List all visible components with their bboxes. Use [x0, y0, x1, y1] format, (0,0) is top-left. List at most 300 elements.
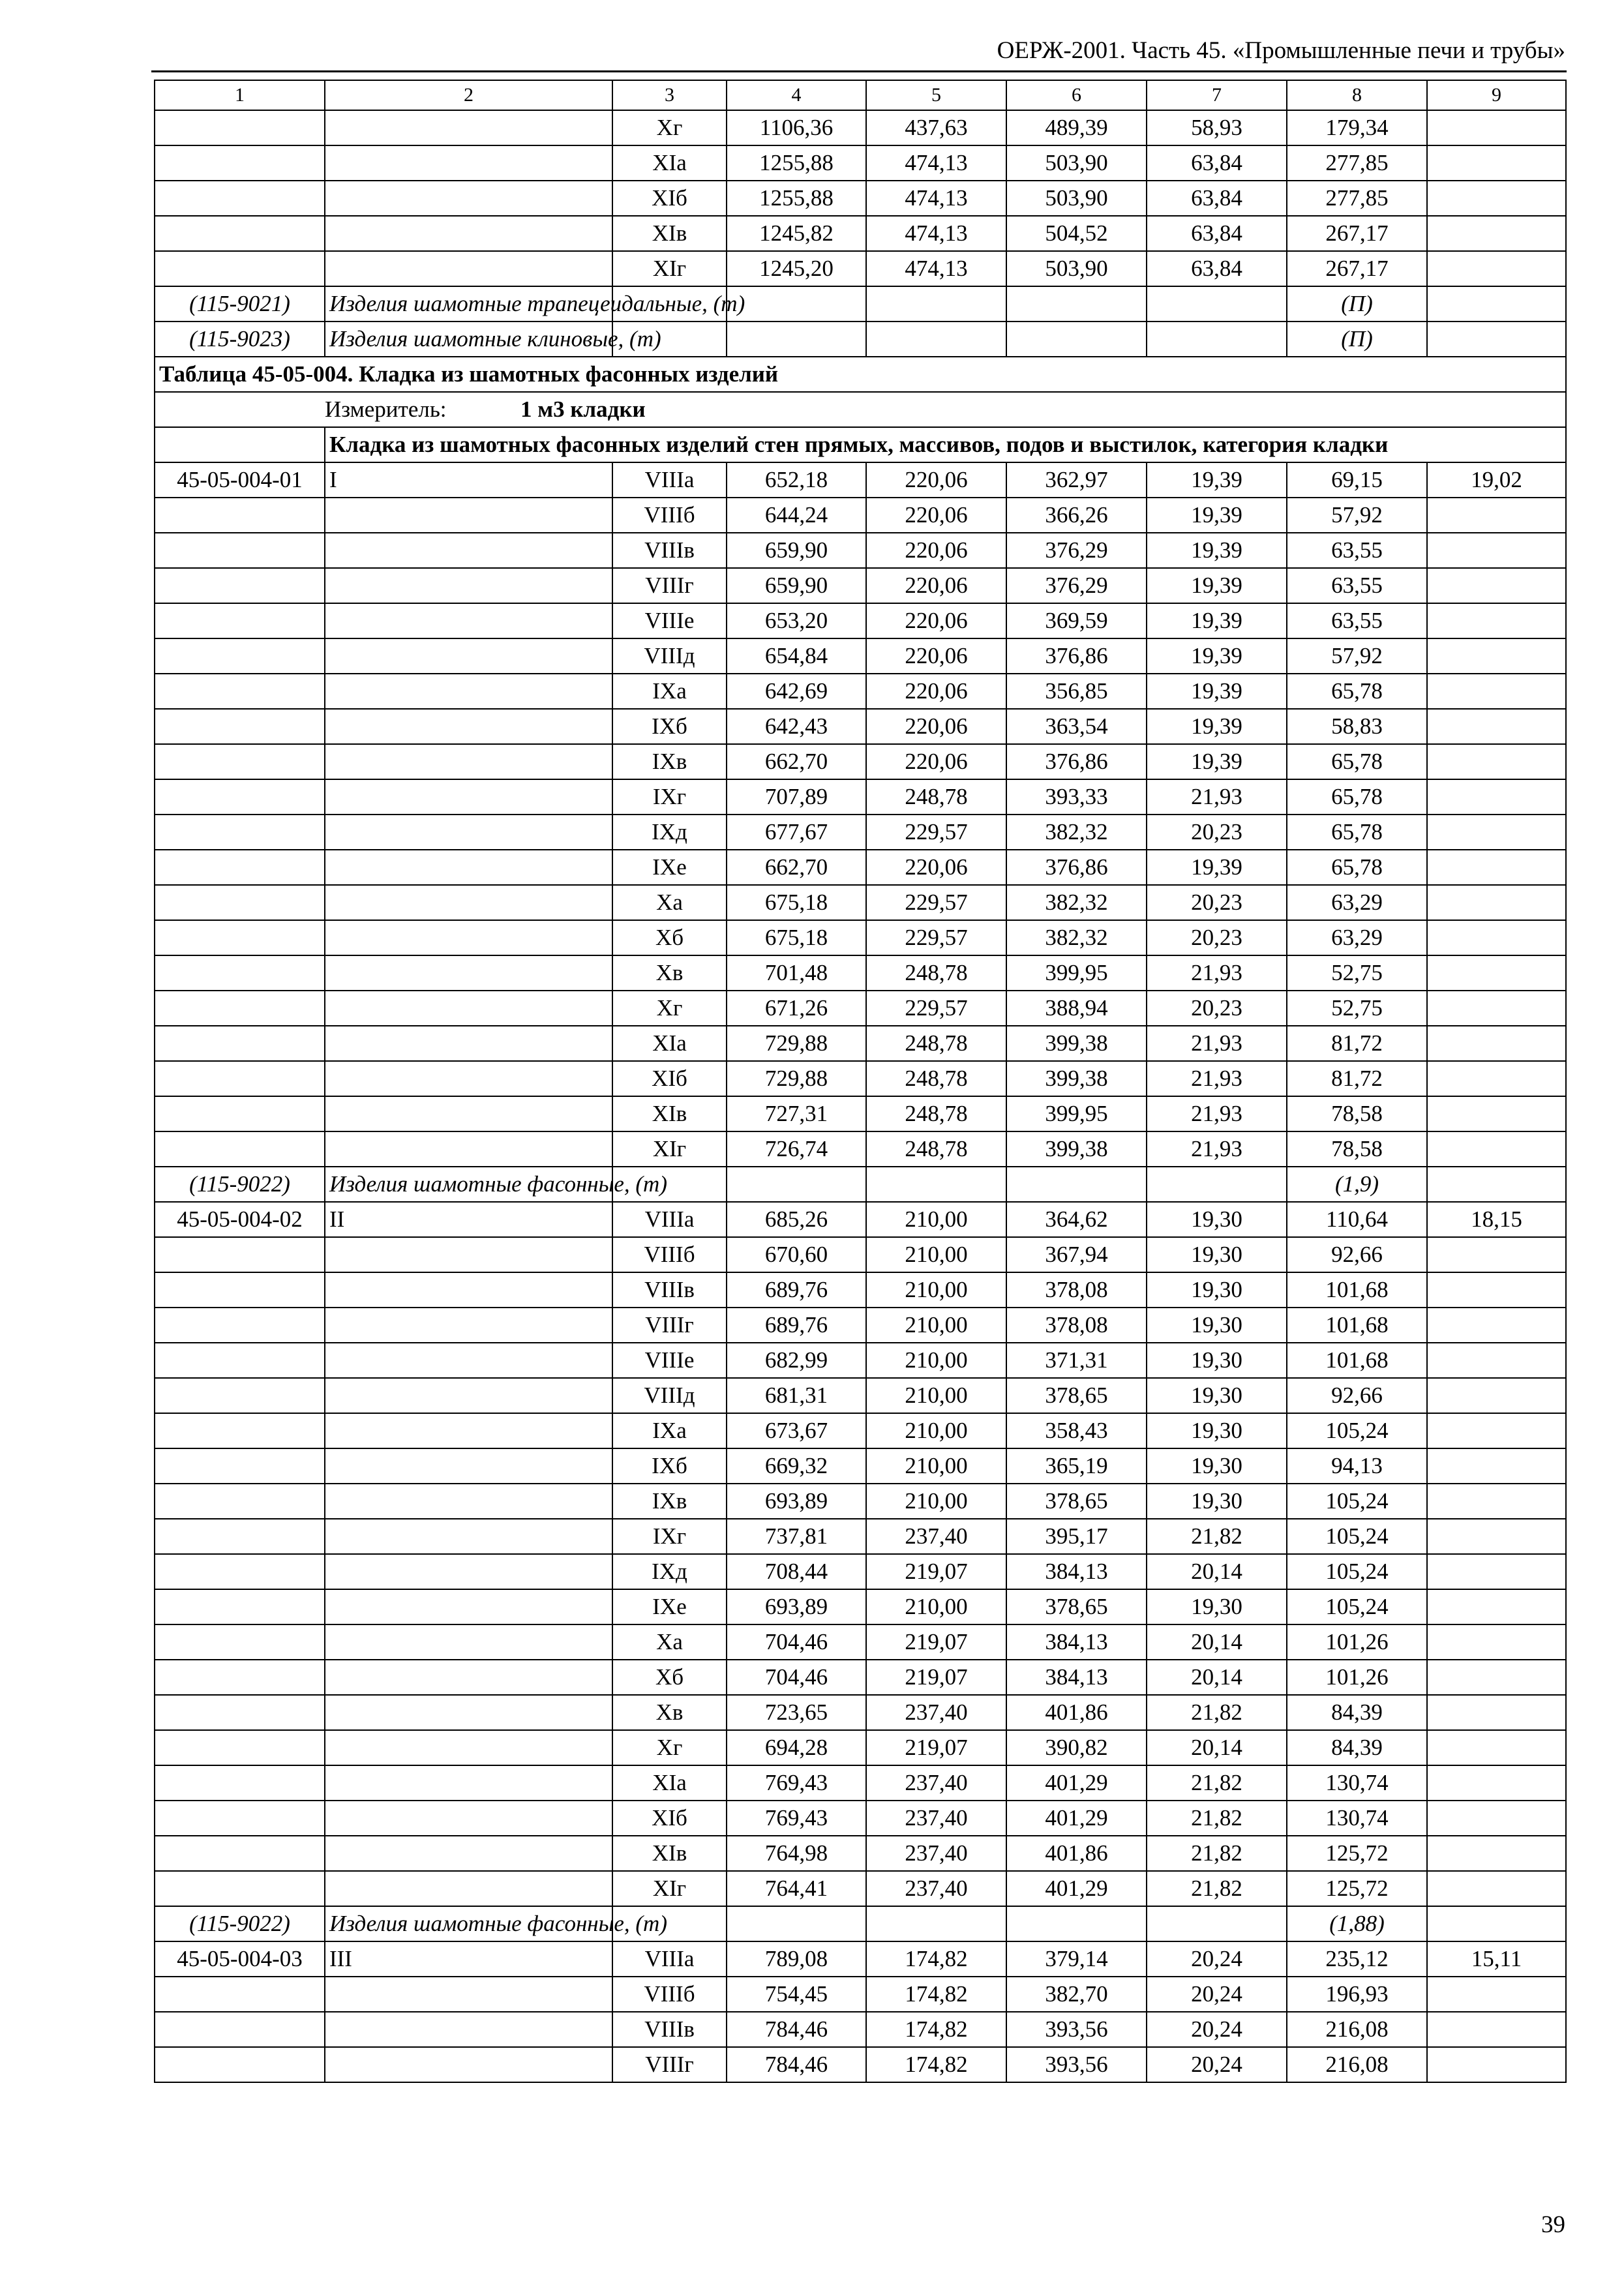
resource-name: Изделия шамотные фасонные, (т) [325, 1167, 612, 1202]
machinists-wages-cell: 19,30 [1147, 1272, 1287, 1308]
labor-cell [1427, 920, 1566, 955]
direct-costs-cell: 769,43 [727, 1765, 866, 1801]
measure-value: 1 м3 кладки [520, 396, 646, 422]
machinists-wages-cell: 20,14 [1147, 1624, 1287, 1660]
brand-cell: VIIIб [612, 1977, 727, 2012]
empty-cell [866, 286, 1006, 322]
row-category-cell [325, 1836, 612, 1871]
machinists-wages-cell: 63,84 [1147, 251, 1287, 286]
wages-cell: 219,07 [866, 1624, 1006, 1660]
table-row [155, 1237, 1566, 1272]
row-category-cell [325, 1977, 612, 2012]
wages-cell: 174,82 [866, 1977, 1006, 2012]
machinists-wages-cell: 20,14 [1147, 1554, 1287, 1589]
wages-cell: 248,78 [866, 1096, 1006, 1131]
machines-cell: 378,65 [1006, 1484, 1147, 1519]
row-code-cell [155, 1237, 325, 1272]
labor-cell [1427, 251, 1566, 286]
machines-cell: 503,90 [1006, 181, 1147, 216]
machinists-wages-cell: 20,24 [1147, 2047, 1287, 2082]
row-code-cell [155, 1977, 325, 2012]
direct-costs-cell: 704,46 [727, 1624, 866, 1660]
labor-cell [1427, 1977, 1566, 2012]
row-category-cell [325, 251, 612, 286]
empty-cell [727, 286, 866, 322]
labor-cell [1427, 1624, 1566, 1660]
materials-cell: 277,85 [1287, 145, 1427, 181]
machines-cell: 376,29 [1006, 533, 1147, 568]
row-code-cell: 45-05-004-03 [155, 1941, 325, 1977]
materials-cell: 125,72 [1287, 1871, 1427, 1906]
row-category-cell [325, 533, 612, 568]
materials-cell: 78,58 [1287, 1131, 1427, 1167]
labor-cell [1427, 181, 1566, 216]
resource-value: (1,88) [1287, 1906, 1427, 1941]
wages-cell: 220,06 [866, 462, 1006, 498]
brand-cell: VIIIа [612, 462, 727, 498]
direct-costs-cell: 726,74 [727, 1131, 866, 1167]
resource-value: (1,9) [1287, 1167, 1427, 1202]
direct-costs-cell: 737,81 [727, 1519, 866, 1554]
direct-costs-cell: 701,48 [727, 955, 866, 991]
materials-cell: 105,24 [1287, 1554, 1427, 1589]
table-row [155, 885, 1566, 920]
row-category-cell [325, 1801, 612, 1836]
table-row [155, 1765, 1566, 1801]
brand-cell: IXд [612, 815, 727, 850]
labor-cell [1427, 216, 1566, 251]
running-header: ОЕРЖ-2001. Часть 45. «Промышленные печи и трубы» [997, 37, 1565, 64]
machines-cell: 358,43 [1006, 1413, 1147, 1448]
direct-costs-cell: 729,88 [727, 1061, 866, 1096]
row-code-cell [155, 110, 325, 145]
machines-cell: 390,82 [1006, 1730, 1147, 1765]
direct-costs-cell: 677,67 [727, 815, 866, 850]
rates-table [154, 80, 1567, 2083]
row-category-cell [325, 1730, 612, 1765]
empty-cell [1427, 322, 1566, 357]
labor-cell [1427, 1061, 1566, 1096]
empty-cell [1006, 1906, 1147, 1941]
table-row [155, 955, 1566, 991]
brand-cell: XIг [612, 251, 727, 286]
row-category-cell [325, 568, 612, 603]
labor-cell [1427, 603, 1566, 638]
brand-cell: IXв [612, 1484, 727, 1519]
machines-cell: 382,70 [1006, 1977, 1147, 2012]
table-row [155, 1624, 1566, 1660]
direct-costs-cell: 642,69 [727, 674, 866, 709]
resource-code: (115-9021) [155, 286, 325, 322]
table-row [155, 110, 1566, 145]
table-row [155, 1554, 1566, 1589]
row-code-cell [155, 1448, 325, 1484]
machinists-wages-cell: 20,14 [1147, 1730, 1287, 1765]
machines-cell: 369,59 [1006, 603, 1147, 638]
machines-cell: 378,08 [1006, 1308, 1147, 1343]
empty-cell [1427, 1906, 1566, 1941]
direct-costs-cell: 659,90 [727, 568, 866, 603]
machines-cell: 393,33 [1006, 779, 1147, 815]
resource-note-row [155, 322, 1566, 357]
machines-cell: 388,94 [1006, 991, 1147, 1026]
machines-cell: 399,95 [1006, 955, 1147, 991]
row-category-cell [325, 2047, 612, 2082]
wages-cell: 210,00 [866, 1343, 1006, 1378]
materials-cell: 92,66 [1287, 1378, 1427, 1413]
wages-cell: 229,57 [866, 991, 1006, 1026]
machines-cell: 401,29 [1006, 1871, 1147, 1906]
row-code-cell [155, 674, 325, 709]
labor-cell [1427, 110, 1566, 145]
machinists-wages-cell: 19,39 [1147, 709, 1287, 744]
brand-cell: VIIIа [612, 1941, 727, 1977]
direct-costs-cell: 644,24 [727, 498, 866, 533]
materials-cell: 69,15 [1287, 462, 1427, 498]
direct-costs-cell: 654,84 [727, 638, 866, 674]
col-num: 8 [1287, 80, 1427, 110]
row-code-cell [155, 1484, 325, 1519]
wages-cell: 220,06 [866, 709, 1006, 744]
machines-cell: 401,86 [1006, 1695, 1147, 1730]
brand-cell: IXб [612, 709, 727, 744]
labor-cell [1427, 885, 1566, 920]
brand-cell: Xб [612, 920, 727, 955]
table-row [155, 181, 1566, 216]
row-code-cell [155, 1061, 325, 1096]
direct-costs-cell: 723,65 [727, 1695, 866, 1730]
wages-cell: 248,78 [866, 779, 1006, 815]
materials-cell: 105,24 [1287, 1519, 1427, 1554]
empty-cell [1006, 322, 1147, 357]
materials-cell: 101,26 [1287, 1660, 1427, 1695]
direct-costs-cell: 653,20 [727, 603, 866, 638]
table-row [155, 1272, 1566, 1308]
row-category-cell [325, 110, 612, 145]
table-row [155, 1730, 1566, 1765]
page-number: 39 [1541, 2211, 1565, 2238]
labor-cell: 19,02 [1427, 462, 1566, 498]
row-code-cell [155, 779, 325, 815]
machinists-wages-cell: 63,84 [1147, 216, 1287, 251]
row-category-cell [325, 991, 612, 1026]
labor-cell [1427, 1272, 1566, 1308]
table-title-row [155, 357, 1566, 392]
labor-cell [1427, 1448, 1566, 1484]
table-row [155, 145, 1566, 181]
machines-cell: 376,86 [1006, 638, 1147, 674]
labor-cell [1427, 1413, 1566, 1448]
table-row [155, 533, 1566, 568]
machinists-wages-cell: 19,30 [1147, 1448, 1287, 1484]
labor-cell [1427, 1096, 1566, 1131]
materials-cell: 57,92 [1287, 638, 1427, 674]
machines-cell: 401,29 [1006, 1801, 1147, 1836]
brand-cell: Xб [612, 1660, 727, 1695]
row-category-cell [325, 1413, 612, 1448]
machines-cell: 384,13 [1006, 1660, 1147, 1695]
machines-cell: 367,94 [1006, 1237, 1147, 1272]
machinists-wages-cell: 19,39 [1147, 638, 1287, 674]
direct-costs-cell: 727,31 [727, 1096, 866, 1131]
machines-cell: 382,32 [1006, 885, 1147, 920]
row-code-cell [155, 1801, 325, 1836]
materials-cell: 101,68 [1287, 1272, 1427, 1308]
machines-cell: 378,65 [1006, 1589, 1147, 1624]
direct-costs-cell: 754,45 [727, 1977, 866, 2012]
direct-costs-cell: 704,46 [727, 1660, 866, 1695]
materials-cell: 130,74 [1287, 1801, 1427, 1836]
resource-code: (115-9023) [155, 322, 325, 357]
direct-costs-cell: 1245,20 [727, 251, 866, 286]
machinists-wages-cell: 20,24 [1147, 1941, 1287, 1977]
wages-cell: 220,06 [866, 568, 1006, 603]
materials-cell: 63,55 [1287, 568, 1427, 603]
direct-costs-cell: 689,76 [727, 1308, 866, 1343]
empty-cell [1147, 1906, 1287, 1941]
labor-cell [1427, 779, 1566, 815]
materials-cell: 57,92 [1287, 498, 1427, 533]
brand-cell: XIа [612, 1026, 727, 1061]
wages-cell: 229,57 [866, 815, 1006, 850]
row-code-cell [155, 1589, 325, 1624]
row-code-cell [155, 603, 325, 638]
row-code-cell: 45-05-004-01 [155, 462, 325, 498]
labor-cell [1427, 2047, 1566, 2082]
row-category-cell [325, 955, 612, 991]
row-code-cell [155, 1308, 325, 1343]
row-code-cell [155, 815, 325, 850]
empty-cell [155, 427, 325, 462]
wages-cell: 220,06 [866, 603, 1006, 638]
row-category-cell [325, 638, 612, 674]
labor-cell [1427, 568, 1566, 603]
table-row [155, 2047, 1566, 2082]
row-code-cell [155, 1272, 325, 1308]
labor-cell [1427, 1554, 1566, 1589]
labor-cell [1427, 1519, 1566, 1554]
brand-cell: IXе [612, 850, 727, 885]
machines-cell: 364,62 [1006, 1202, 1147, 1237]
brand-cell: VIIIб [612, 1237, 727, 1272]
labor-cell [1427, 1378, 1566, 1413]
machines-cell: 362,97 [1006, 462, 1147, 498]
resource-name: Изделия шамотные клиновые, (т) [325, 322, 612, 357]
labor-cell [1427, 498, 1566, 533]
machinists-wages-cell: 63,84 [1147, 181, 1287, 216]
wages-cell: 174,82 [866, 2012, 1006, 2047]
brand-cell: VIIIг [612, 1308, 727, 1343]
table-row [155, 1871, 1566, 1906]
brand-cell: IXа [612, 1413, 727, 1448]
labor-cell [1427, 1026, 1566, 1061]
table-row [155, 1519, 1566, 1554]
direct-costs-cell: 708,44 [727, 1554, 866, 1589]
col-num: 4 [727, 80, 866, 110]
row-code-cell [155, 1413, 325, 1448]
direct-costs-cell: 670,60 [727, 1237, 866, 1272]
materials-cell: 94,13 [1287, 1448, 1427, 1484]
resource-note-row [155, 1167, 1566, 1202]
table-row [155, 2012, 1566, 2047]
table-row [155, 1096, 1566, 1131]
row-code-cell [155, 2047, 325, 2082]
table-row [155, 779, 1566, 815]
row-category-cell [325, 1484, 612, 1519]
table-row [155, 1202, 1566, 1237]
empty-cell [1006, 1167, 1147, 1202]
materials-cell: 105,24 [1287, 1589, 1427, 1624]
wages-cell: 474,13 [866, 145, 1006, 181]
row-code-cell [155, 1660, 325, 1695]
machinists-wages-cell: 21,82 [1147, 1871, 1287, 1906]
table-row [155, 568, 1566, 603]
brand-cell: XIг [612, 1131, 727, 1167]
row-category-cell [325, 1448, 612, 1484]
table-row [155, 1448, 1566, 1484]
direct-costs-cell: 1106,36 [727, 110, 866, 145]
brand-cell: XIа [612, 1765, 727, 1801]
brand-cell: XIб [612, 181, 727, 216]
machinists-wages-cell: 19,30 [1147, 1343, 1287, 1378]
table-row [155, 709, 1566, 744]
table-row [155, 1801, 1566, 1836]
materials-cell: 58,83 [1287, 709, 1427, 744]
materials-cell: 52,75 [1287, 991, 1427, 1026]
empty-cell [1427, 286, 1566, 322]
empty-cell [866, 1167, 1006, 1202]
machinists-wages-cell: 21,93 [1147, 779, 1287, 815]
direct-costs-cell: 1245,82 [727, 216, 866, 251]
brand-cell: Xг [612, 110, 727, 145]
row-category-cell [325, 815, 612, 850]
row-code-cell [155, 2012, 325, 2047]
machines-cell: 382,32 [1006, 815, 1147, 850]
machines-cell: 401,29 [1006, 1765, 1147, 1801]
row-code-cell [155, 1695, 325, 1730]
row-code-cell [155, 638, 325, 674]
labor-cell [1427, 2012, 1566, 2047]
row-code-cell [155, 1730, 325, 1765]
empty-cell [727, 322, 866, 357]
brand-cell: VIIIе [612, 603, 727, 638]
table-row [155, 1941, 1566, 1977]
machines-cell: 393,56 [1006, 2047, 1147, 2082]
machines-cell: 399,95 [1006, 1096, 1147, 1131]
materials-cell: 65,78 [1287, 850, 1427, 885]
labor-cell [1427, 1730, 1566, 1765]
table-row [155, 638, 1566, 674]
brand-cell: IXг [612, 779, 727, 815]
direct-costs-cell: 682,99 [727, 1343, 866, 1378]
row-category-cell [325, 779, 612, 815]
row-code-cell [155, 145, 325, 181]
machines-cell: 399,38 [1006, 1061, 1147, 1096]
column-number-row [155, 80, 1566, 110]
brand-cell: XIб [612, 1801, 727, 1836]
resource-code: (115-9022) [155, 1167, 325, 1202]
machinists-wages-cell: 19,39 [1147, 533, 1287, 568]
machines-cell: 399,38 [1006, 1131, 1147, 1167]
brand-cell: Xв [612, 1695, 727, 1730]
direct-costs-cell: 729,88 [727, 1026, 866, 1061]
row-category-cell [325, 744, 612, 779]
wages-cell: 219,07 [866, 1660, 1006, 1695]
machinists-wages-cell: 21,93 [1147, 1026, 1287, 1061]
direct-costs-cell: 675,18 [727, 920, 866, 955]
materials-cell: 196,93 [1287, 1977, 1427, 2012]
row-category-cell [325, 1343, 612, 1378]
materials-cell: 92,66 [1287, 1237, 1427, 1272]
labor-cell [1427, 709, 1566, 744]
brand-cell: VIIIг [612, 568, 727, 603]
machinists-wages-cell: 58,93 [1147, 110, 1287, 145]
table-row [155, 1977, 1566, 2012]
col-num: 6 [1006, 80, 1147, 110]
resource-value: (П) [1287, 322, 1427, 357]
materials-cell: 101,68 [1287, 1308, 1427, 1343]
row-code-cell [155, 1836, 325, 1871]
labor-cell [1427, 991, 1566, 1026]
row-code-cell [155, 920, 325, 955]
table-row [155, 815, 1566, 850]
labor-cell [1427, 1131, 1566, 1167]
machines-cell: 378,65 [1006, 1378, 1147, 1413]
table-row [155, 1378, 1566, 1413]
wages-cell: 210,00 [866, 1272, 1006, 1308]
direct-costs-cell: 689,76 [727, 1272, 866, 1308]
row-code-cell [155, 1519, 325, 1554]
direct-costs-cell: 662,70 [727, 850, 866, 885]
direct-costs-cell: 784,46 [727, 2012, 866, 2047]
brand-cell: VIIIа [612, 1202, 727, 1237]
machines-cell: 489,39 [1006, 110, 1147, 145]
measure-cell [155, 392, 1566, 427]
labor-cell [1427, 1801, 1566, 1836]
machinists-wages-cell: 21,82 [1147, 1695, 1287, 1730]
machinists-wages-cell: 19,39 [1147, 850, 1287, 885]
wages-cell: 219,07 [866, 1730, 1006, 1765]
table-row [155, 498, 1566, 533]
brand-cell: VIIIв [612, 533, 727, 568]
labor-cell [1427, 1308, 1566, 1343]
table-row [155, 674, 1566, 709]
empty-cell [1006, 286, 1147, 322]
machines-cell: 363,54 [1006, 709, 1147, 744]
wages-cell: 210,00 [866, 1202, 1006, 1237]
materials-cell: 65,78 [1287, 779, 1427, 815]
direct-costs-cell: 669,32 [727, 1448, 866, 1484]
wages-cell: 237,40 [866, 1871, 1006, 1906]
machines-cell: 384,13 [1006, 1554, 1147, 1589]
machinists-wages-cell: 19,39 [1147, 568, 1287, 603]
row-code-cell [155, 1554, 325, 1589]
row-code-cell [155, 1378, 325, 1413]
row-category-cell [325, 920, 612, 955]
table-row [155, 1026, 1566, 1061]
col-num: 9 [1427, 80, 1566, 110]
direct-costs-cell: 694,28 [727, 1730, 866, 1765]
machinists-wages-cell: 19,39 [1147, 603, 1287, 638]
machines-cell: 503,90 [1006, 145, 1147, 181]
wages-cell: 210,00 [866, 1413, 1006, 1448]
machinists-wages-cell: 20,24 [1147, 1977, 1287, 2012]
labor-cell [1427, 955, 1566, 991]
row-code-cell [155, 216, 325, 251]
wages-cell: 210,00 [866, 1484, 1006, 1519]
wages-cell: 237,40 [866, 1695, 1006, 1730]
labor-cell [1427, 533, 1566, 568]
